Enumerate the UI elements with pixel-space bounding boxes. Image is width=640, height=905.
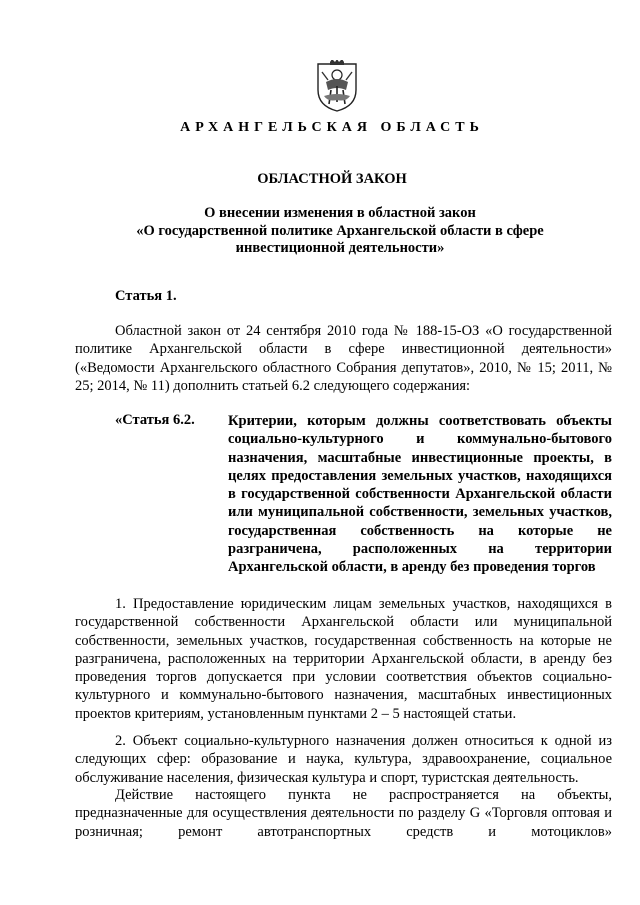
article-6-2-number: «Статья 6.2. (115, 412, 195, 428)
region-name: АРХАНГЕЛЬСКАЯ ОБЛАСТЬ (180, 120, 484, 135)
law-title-line-2: «О государственной политике Архангельской области в сфере (136, 222, 544, 239)
article-1-text: Областной закон от 24 сентября 2010 года № 188-15-ОЗ «О государственной политике Архангельской области в сфере инвестиционной деятельности» («Ведомости Архангельского областного Собрания депутатов», 2010, № 15; 2011, № 25; 2014, № 11) дополнить статьей 6.2 следующего содержания: (75, 323, 612, 394)
law-title-line-3: инвестиционной деятельности» (235, 240, 445, 256)
law-title (60, 205, 620, 258)
law-title-line-1: О внесении изменения в областной закон (204, 205, 476, 221)
law-type-heading: ОБЛАСТНОЙ ЗАКОН (257, 171, 407, 187)
section-2-continuation: Действие настоящего пункта не распространяется на объекты, предназначенные для осуществления деятельности по разделу G «Торговля оптовая и розничная; ремонт автотранспортных средств и мотоциклов» (75, 787, 612, 840)
section-2-text: 2. Объект социально-культурного назначения должен относиться к одной из следующих сфер: образование и наука, культура, здравоохранение, социальное обслуживание населения, физическая культура и спорт, туристская деятельность. (75, 733, 612, 786)
article-1-heading: Статья 1. (115, 288, 177, 304)
section-1-text: 1. Предоставление юридическим лицам земельных участков, находящихся в государственной собственности Архангельской области или муниципальной собственности, земельных участков, государственная собственность на которые не разграничена, расположенных на территории Архангельской области, в аренду без проведения торгов допускается при условии соответствия объектов социально-культурного и коммунально-бытового назначения, масштабных инвестиционных проектов критериям, установленным пунктами 2 – 5 настоящей статьи. (75, 596, 612, 722)
coat-of-arms-icon (316, 60, 358, 112)
article-6-2-title: Критерии, которым должны соответствовать объекты социально-культурного и коммунально-бытового назначения, масштабные инвестиционные проекты, в целях предоставления земельных участков, находящихся в государственной собственности Архангельской области или муниципальной собственности, земельных участков, государственная собственность на которые не разграничена, расположенных на территории Архангельской области, в аренду без проведения торгов (228, 413, 612, 576)
